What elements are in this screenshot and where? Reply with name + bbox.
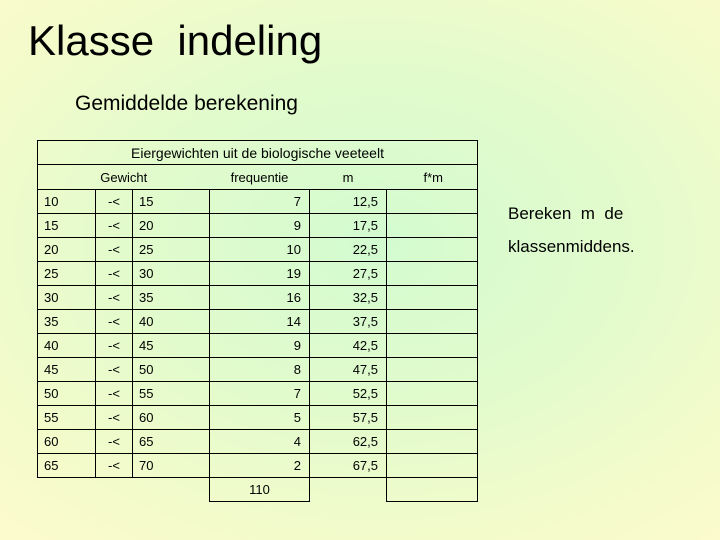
header-gewicht: Gewicht — [38, 165, 210, 190]
class-to: 25 — [133, 238, 210, 262]
header-frequentie: frequentie — [230, 169, 289, 185]
midden-cell: 27,5 — [310, 262, 387, 286]
table-row — [38, 358, 478, 382]
table-row — [38, 430, 478, 454]
class-to: 70 — [133, 454, 210, 478]
class-from: 20 — [38, 238, 96, 262]
class-separator: -< — [96, 382, 133, 406]
class-from: 50 — [38, 382, 96, 406]
table-row — [38, 262, 478, 286]
class-from: 15 — [38, 214, 96, 238]
class-separator: -< — [96, 238, 133, 262]
frequentie-cell: 9 — [210, 214, 310, 238]
frequentie-cell: 9 — [210, 334, 310, 358]
fm-cell — [387, 214, 478, 238]
frequentie-cell: 10 — [210, 238, 310, 262]
fm-cell — [387, 238, 478, 262]
class-separator: -< — [96, 214, 133, 238]
frequentie-cell: 19 — [210, 262, 310, 286]
class-separator: -< — [96, 262, 133, 286]
table-row — [38, 382, 478, 406]
table-row — [38, 286, 478, 310]
class-from: 65 — [38, 454, 96, 478]
class-from: 30 — [38, 286, 96, 310]
table-row — [38, 190, 478, 214]
midden-cell: 12,5 — [310, 190, 387, 214]
fm-cell — [387, 262, 478, 286]
frequentie-cell: 8 — [210, 358, 310, 382]
class-separator: -< — [96, 358, 133, 382]
fm-cell — [387, 286, 478, 310]
class-to: 50 — [133, 358, 210, 382]
fm-cell — [387, 190, 478, 214]
table-row — [38, 214, 478, 238]
table-row — [38, 310, 478, 334]
fm-cell — [387, 310, 478, 334]
table-row — [38, 454, 478, 478]
class-from: 45 — [38, 358, 96, 382]
class-from: 60 — [38, 430, 96, 454]
class-to: 60 — [133, 406, 210, 430]
class-from: 35 — [38, 310, 96, 334]
side-note-line: Bereken m de — [508, 204, 624, 223]
class-from: 40 — [38, 334, 96, 358]
table-row — [38, 238, 478, 262]
frequentie-cell: 16 — [210, 286, 310, 310]
class-to: 65 — [133, 430, 210, 454]
class-to: 35 — [133, 286, 210, 310]
fm-cell — [387, 358, 478, 382]
frequentie-cell: 2 — [210, 454, 310, 478]
class-separator: -< — [96, 310, 133, 334]
midden-cell: 37,5 — [310, 310, 387, 334]
class-to: 20 — [133, 214, 210, 238]
class-separator: -< — [96, 454, 133, 478]
midden-cell: 67,5 — [310, 454, 387, 478]
class-to: 55 — [133, 382, 210, 406]
midden-cell: 47,5 — [310, 358, 387, 382]
fm-cell — [387, 334, 478, 358]
table-row — [38, 334, 478, 358]
frequentie-cell: 5 — [210, 406, 310, 430]
table-row — [38, 406, 478, 430]
midden-cell: 17,5 — [310, 214, 387, 238]
midden-cell: 42,5 — [310, 334, 387, 358]
side-note — [508, 197, 668, 263]
midden-cell: 32,5 — [310, 286, 387, 310]
fm-cell — [387, 430, 478, 454]
table-caption: Eiergewichten uit de biologische veeteelt — [38, 141, 478, 165]
fm-cell — [387, 382, 478, 406]
class-from: 25 — [38, 262, 96, 286]
total-fm — [387, 478, 478, 502]
side-note-line: klassenmiddens. — [508, 237, 635, 256]
class-separator: -< — [96, 334, 133, 358]
frequentie-cell: 7 — [210, 190, 310, 214]
page-title: Klasse indeling — [28, 17, 323, 64]
midden-cell: 62,5 — [310, 430, 387, 454]
class-separator: -< — [96, 430, 133, 454]
header-m: m — [342, 169, 354, 185]
class-to: 30 — [133, 262, 210, 286]
fm-cell — [387, 454, 478, 478]
class-to: 45 — [133, 334, 210, 358]
frequentie-cell: 4 — [210, 430, 310, 454]
midden-cell: 57,5 — [310, 406, 387, 430]
header-fm: f*m — [387, 165, 478, 190]
class-to: 15 — [133, 190, 210, 214]
class-from: 55 — [38, 406, 96, 430]
frequency-table — [37, 140, 478, 502]
frequentie-cell: 14 — [210, 310, 310, 334]
page-subtitle: Gemiddelde berekening — [75, 92, 298, 115]
class-separator: -< — [96, 406, 133, 430]
midden-cell: 22,5 — [310, 238, 387, 262]
midden-cell: 52,5 — [310, 382, 387, 406]
class-separator: -< — [96, 286, 133, 310]
class-from: 10 — [38, 190, 96, 214]
frequentie-cell: 7 — [210, 382, 310, 406]
fm-cell — [387, 406, 478, 430]
total-frequentie: 110 — [210, 478, 310, 502]
class-separator: -< — [96, 190, 133, 214]
class-to: 40 — [133, 310, 210, 334]
total-row — [38, 478, 478, 502]
